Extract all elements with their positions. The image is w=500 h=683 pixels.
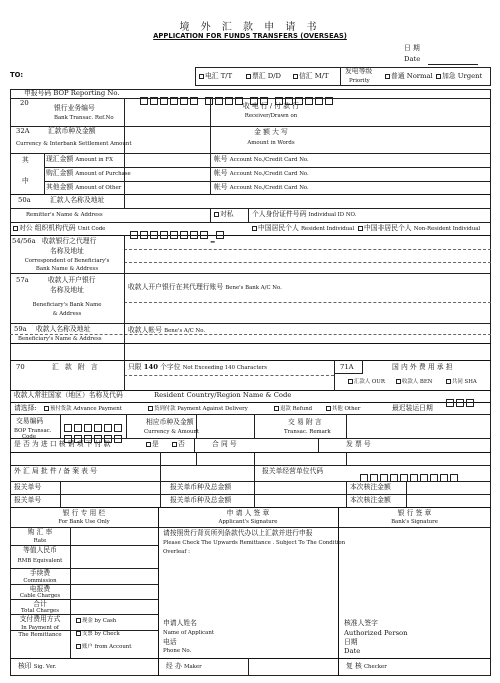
transac-code-label-cn: 交易编码 [16, 417, 44, 425]
transac-code-label-en-1: BOP Transac. [14, 428, 52, 434]
check-checkbox[interactable] [76, 631, 81, 636]
approver-label-en: Authorized Person [344, 629, 408, 637]
yes-checkbox[interactable] [146, 442, 151, 447]
field-57a-label-en-2: & Address [52, 311, 82, 317]
charges-label: 国 内 外 费 用 承 担 [392, 363, 453, 371]
contract-no-label: 合 同 号 [212, 440, 237, 448]
delivery-checkbox[interactable] [148, 406, 153, 411]
verification-amount-label-1: 本次核注金额 [350, 483, 391, 491]
account-checkbox[interactable] [76, 644, 81, 649]
dd-checkbox[interactable] [246, 74, 251, 79]
sig-verification-label: 核印 Sig. Ver. [18, 662, 57, 670]
priority-urgent-option[interactable]: 加急 Urgent [436, 73, 482, 81]
applicant-statement-cn: 请按照贵行背页所列条款代办以上汇款并进行申报 [163, 529, 313, 537]
payment-delivery-option[interactable]: 货到付款 Payment Against Delivery [148, 405, 248, 413]
field-59a-label-cn: 收款人名称及地址 [36, 325, 91, 333]
ben-checkbox[interactable] [396, 379, 401, 384]
amount-words-cn: 金 额 大 写 [254, 128, 288, 136]
field-32a-tag: 32A [16, 127, 30, 135]
cable-charges-label-en: Cable Charges [19, 593, 61, 599]
country-label-en: Resident Country/Region Name & Code [154, 391, 292, 399]
transac-code-label-en-2: Code [22, 434, 37, 440]
priority-label-en: Priority [349, 78, 370, 84]
customs-unit-code-label: 报关单经营单位代码 [262, 467, 324, 475]
field-50a-label-cn: 汇款人名称及地址 [50, 196, 105, 204]
no-checkbox[interactable] [172, 442, 177, 447]
applicant-statement-en-1: Please Check The Upwards Remittance . Subject To The Condition [163, 540, 346, 546]
charges-ben-option[interactable]: 收款人 BEN [396, 378, 433, 386]
payment-type-label: 请选择: [14, 404, 37, 412]
verification-amount-label-2: 本次核注金额 [350, 496, 391, 504]
cash-checkbox[interactable] [76, 618, 81, 623]
title-cn: 境 外 汇 款 申 请 书 [179, 22, 321, 33]
advance-checkbox[interactable] [44, 406, 49, 411]
customs-no-label-2: 报关单号 [14, 496, 42, 504]
rate-label-en: Rate [33, 538, 47, 544]
public-option[interactable]: 对公 组织机构代码 Unit Code [13, 225, 105, 233]
import-yes-option[interactable]: 是 [146, 441, 159, 449]
transfer-mt-option[interactable]: 信汇 M/T [293, 73, 329, 81]
remark-limit-label: 只限 140 个字位 Not Exceeding 140 Characters [128, 363, 268, 371]
customs-no-label-1: 报关单号 [14, 483, 42, 491]
maker-label: 经 办 Maker [166, 662, 202, 670]
field-54-tag: 54/56a [12, 237, 36, 245]
field-57a-tag: 57a [16, 276, 29, 284]
amount-fx-account-label: 帐号 Account No./Credit Card No. [214, 155, 309, 163]
pay-cash-option[interactable]: 现金 by Cash [76, 617, 116, 625]
to-label: TO: [10, 71, 24, 79]
invoice-no-label: 发 票 号 [346, 440, 371, 448]
bank-sig-title-cn: 银 行 签 章 [397, 509, 432, 517]
bank-use-title-en: For Bank Use Only [58, 519, 110, 525]
resident-checkbox[interactable] [252, 226, 257, 231]
amount-other-account-label: 帐号 Account No./Credit Card No. [214, 183, 309, 191]
cable-charges-label-cn: 电报费 [29, 585, 51, 593]
field-54-label-en-2: Bank Name & Address [35, 266, 99, 272]
advance-payment-option[interactable]: 预付货款 Advance Payment [44, 405, 122, 413]
priority-label-cn: 发电等级 [345, 67, 373, 75]
pay-account-option[interactable]: 账户 from Account [76, 643, 131, 651]
field-32a-label-cn: 汇款币种及金额 [48, 127, 96, 135]
urgent-checkbox[interactable] [436, 74, 441, 79]
applicant-sig-title-cn: 申 请 人 签 章 [226, 509, 270, 517]
date-input-line[interactable] [428, 64, 478, 65]
unit-code-boxes[interactable]: - [130, 224, 226, 243]
charges-our-option[interactable]: 汇款人 OUR [348, 378, 385, 386]
total-charges-label-cn: 合计 [33, 600, 47, 608]
checker-label: 复 核 Checker [346, 662, 387, 670]
last-shipment-date-label: 最迟装运日期 [392, 404, 433, 412]
bank-date-label-en: Date [344, 647, 361, 655]
approver-label-cn: 核准人签字 [344, 619, 378, 627]
payment-method-label-en-1: In Payment of [21, 625, 59, 631]
applicant-name-label-cn: 申请人姓名 [163, 619, 197, 627]
total-charges-label-en: Total Charges [20, 608, 60, 614]
bank-ref-input[interactable] [130, 110, 208, 120]
field-54-label-cn-2: 名称及地址 [50, 247, 84, 255]
priority-normal-option[interactable]: 普通 Normal [385, 73, 433, 81]
import-verification-label: 是 否 为 进 口 核 销 项 下 付 款 [14, 440, 111, 448]
field-20-label-cn: 银行业务编号 [54, 104, 95, 112]
refund-checkbox[interactable] [274, 406, 279, 411]
public-checkbox[interactable] [13, 226, 18, 231]
nonresident-checkbox[interactable] [358, 226, 363, 231]
pay-check-option[interactable]: 支票 by Check [76, 630, 120, 638]
transfer-dd-option[interactable]: 票汇 D/D [246, 73, 281, 81]
receiver-label-en: Receiver/Drawn on [244, 113, 298, 119]
individual-id-label: 个人身份证件号码 Individual ID NO. [252, 210, 357, 218]
field-32a-label-en: Currency & Interbank Settlement Amount [16, 141, 132, 147]
payment-method-label-cn: 支付费用方式 [19, 615, 61, 623]
applicant-phone-label-en: Phone No. [163, 648, 192, 654]
import-no-option[interactable]: 否 [172, 441, 185, 449]
sha-checkbox[interactable] [446, 379, 451, 384]
transac-remark-label-cn: 交 易 附 言 [288, 418, 322, 426]
refund-option[interactable]: 退款 Refund [274, 405, 312, 413]
rmb-equivalent-label-en: RMB Equivalent [17, 558, 63, 564]
mt-checkbox[interactable] [293, 74, 298, 79]
field-70-label: 汇 款 附 言 [52, 363, 100, 371]
bop-label: 申报号码 BOP Reporting No. [24, 89, 120, 97]
rmb-equivalent-label-cn: 等值人民币 [23, 546, 57, 554]
field-71a-tag: 71A [340, 363, 354, 371]
country-code-boxes[interactable] [446, 392, 476, 411]
country-label-cn: 收款人常驻国家（地区）名称及代码 [14, 391, 123, 399]
normal-checkbox[interactable] [385, 74, 390, 79]
rate-label-cn: 购 汇 率 [27, 528, 53, 536]
bank-sig-title-en: Bank's Signature [391, 519, 438, 525]
field-54-label-cn-1: 收款银行之代理行 [42, 237, 97, 245]
field-20-label-en: Bank Transac. Ref.No [54, 115, 114, 121]
customs-currency-label-1: 报关单币种及总金额 [170, 483, 232, 491]
other-checkbox[interactable] [326, 406, 331, 411]
transac-currency-label-en: Currency & Amount [144, 429, 200, 435]
private-option[interactable]: 对私 [214, 211, 234, 219]
charges-sha-option[interactable]: 共同 SHA [446, 378, 477, 386]
field-70-tag: 70 [16, 363, 25, 371]
our-checkbox[interactable] [348, 379, 353, 384]
field-57a-label-cn-2: 名称及地址 [50, 286, 84, 294]
transfer-tt-option[interactable]: 电汇 T/T [199, 73, 232, 81]
field-50a-label-en: Remitter's Name & Address [26, 212, 103, 218]
field-59a-tag: 59a [14, 325, 27, 333]
transac-currency-label-cn: 相应币种及金额 [146, 418, 194, 426]
amount-words-en: Amount in Words [247, 140, 295, 146]
field-50a-tag: 50a [18, 196, 31, 204]
resident-option[interactable]: 中国居民个人 Resident Individual [252, 225, 354, 233]
bene-account-label: 收款人帐号 Bene's A/C No. [128, 326, 206, 334]
title-en: APPLICATION FOR FUNDS TRANSFERS (OVERSEAS) [153, 32, 347, 40]
transac-remark-label-en: Transac. Remark [284, 429, 331, 435]
receiver-label-cn: 收 电 行 / 付 款 行 [242, 102, 300, 110]
field-20-tag: 20 [20, 99, 29, 107]
amount-fx-label: 现汇金额 Amount in FX [46, 155, 113, 163]
applicant-name-label-en: Name of Applicant [163, 630, 215, 636]
applicant-sig-title-en: Applicant's Signature [218, 519, 278, 525]
bene-bank-account-label: 收款人开户银行在其代理行账号 Bene's Bank A/C No. [128, 283, 282, 291]
amount-breakdown-label-2: 中 [22, 177, 29, 185]
amount-breakdown-label-1: 其 [22, 156, 29, 164]
approval-no-label: 外 汇 局 批 件 / 备 案 表 号 [14, 467, 97, 475]
amount-purchase-account-label: 帐号 Account No./Credit Card No. [214, 169, 309, 177]
applicant-statement-en-2: Overleaf : [163, 549, 190, 555]
bank-use-title-cn: 银 行 专 用 栏 [62, 509, 106, 517]
private-checkbox[interactable] [214, 212, 219, 217]
field-59a-label-en: Beneficiary's Name & Address [18, 336, 102, 342]
payment-method-label-en-2: The Remittance [18, 632, 62, 638]
date-label-cn: 日 期 [404, 44, 420, 52]
commission-label-cn: 手续费 [29, 569, 51, 577]
amount-purchase-label: 购汇金额 Amount of Purchase [46, 169, 131, 177]
bank-date-label-cn: 日期 [344, 638, 358, 646]
commission-label-en: Commission [23, 578, 57, 584]
field-54-label-en-1: Correspondent of Beneficiary's [24, 258, 110, 264]
field-57a-label-en-1: Beneficiary's Bank Name [32, 302, 102, 308]
customs-currency-label-2: 报关单币种及总金额 [170, 496, 232, 504]
nonresident-option[interactable]: 中国非居民个人 Non-Resident Individual [358, 225, 480, 233]
amount-other-label: 其他金额 Amount of Other [46, 183, 122, 191]
applicant-phone-label-cn: 电话 [163, 638, 177, 646]
field-57a-label-cn-1: 收款人开户银行 [48, 276, 96, 284]
tt-checkbox[interactable] [199, 74, 204, 79]
other-option[interactable]: 其他 Other [326, 405, 360, 413]
date-label-en: Date [404, 55, 421, 63]
